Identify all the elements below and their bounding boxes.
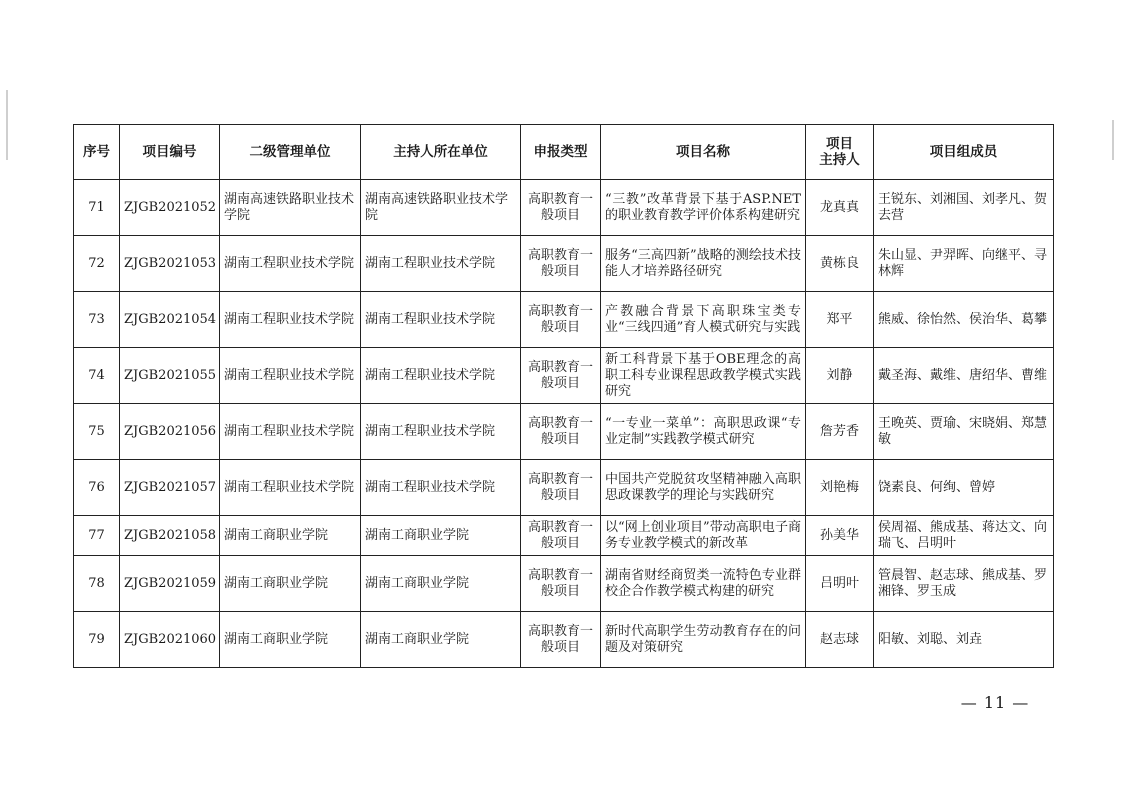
cell-host-unit: 湖南工程职业技术学院 (361, 404, 521, 460)
cell-index: 78 (74, 556, 120, 612)
cell-host-unit: 湖南工商职业学院 (361, 612, 521, 668)
cell-project-leader: 孙美华 (806, 516, 874, 556)
cell-application-type: 高职教育一般项目 (521, 236, 601, 292)
cell-project-leader: 刘静 (806, 348, 874, 404)
cell-host-unit: 湖南工程职业技术学院 (361, 348, 521, 404)
cell-project-name: 新时代高职学生劳动教育存在的问题及对策研究 (601, 612, 806, 668)
table-body (74, 180, 1054, 668)
cell-project-code: ZJGB2021056 (120, 404, 220, 460)
cell-management-unit: 湖南工商职业学院 (220, 516, 361, 556)
table-row (74, 460, 1054, 516)
table-row (74, 612, 1054, 668)
page-number: — 11 — (960, 693, 1030, 712)
cell-host-unit: 湖南工商职业学院 (361, 556, 521, 612)
cell-project-code: ZJGB2021055 (120, 348, 220, 404)
cell-host-unit: 湖南工程职业技术学院 (361, 460, 521, 516)
left-binding-mark (6, 90, 8, 160)
right-binding-mark (1112, 120, 1114, 160)
cell-index: 72 (74, 236, 120, 292)
table-row (74, 292, 1054, 348)
cell-management-unit: 湖南工程职业技术学院 (220, 236, 361, 292)
cell-index: 74 (74, 348, 120, 404)
cell-project-code: ZJGB2021052 (120, 180, 220, 236)
cell-management-unit: 湖南高速铁路职业技术学院 (220, 180, 361, 236)
cell-project-members: 阳敏、刘聪、刘垚 (874, 612, 1054, 668)
cell-management-unit: 湖南工程职业技术学院 (220, 404, 361, 460)
cell-project-code: ZJGB2021053 (120, 236, 220, 292)
cell-project-name: 中国共产党脱贫攻坚精神融入高职思政课教学的理论与实践研究 (601, 460, 806, 516)
header-host-unit: 主持人所在单位 (361, 125, 521, 180)
cell-project-code: ZJGB2021060 (120, 612, 220, 668)
cell-project-members: 王晚英、贾瑜、宋晓娟、郑慧敏 (874, 404, 1054, 460)
table-row (74, 404, 1054, 460)
cell-application-type: 高职教育一般项目 (521, 348, 601, 404)
cell-management-unit: 湖南工程职业技术学院 (220, 460, 361, 516)
cell-project-leader: 郑平 (806, 292, 874, 348)
cell-management-unit: 湖南工程职业技术学院 (220, 292, 361, 348)
cell-management-unit: 湖南工程职业技术学院 (220, 348, 361, 404)
cell-host-unit: 湖南工程职业技术学院 (361, 292, 521, 348)
table-row (74, 556, 1054, 612)
cell-project-name: “三教”改革背景下基于ASP.NET的职业教育教学评价体系构建研究 (601, 180, 806, 236)
table-row (74, 180, 1054, 236)
cell-project-members: 王锐东、刘湘国、刘孝凡、贺去营 (874, 180, 1054, 236)
cell-project-leader: 吕明叶 (806, 556, 874, 612)
cell-index: 77 (74, 516, 120, 556)
cell-application-type: 高职教育一般项目 (521, 460, 601, 516)
cell-project-leader: 黄栋良 (806, 236, 874, 292)
cell-project-code: ZJGB2021054 (120, 292, 220, 348)
cell-project-members: 饶素良、何绚、曾婷 (874, 460, 1054, 516)
cell-application-type: 高职教育一般项目 (521, 404, 601, 460)
header-project-leader: 项目 主持人 (806, 125, 874, 180)
cell-index: 75 (74, 404, 120, 460)
cell-host-unit: 湖南高速铁路职业技术学院 (361, 180, 521, 236)
cell-management-unit: 湖南工商职业学院 (220, 612, 361, 668)
cell-host-unit: 湖南工程职业技术学院 (361, 236, 521, 292)
cell-project-name: 产教融合背景下高职珠宝类专业“三线四通”育人模式研究与实践 (601, 292, 806, 348)
project-table (73, 124, 1054, 668)
table-row (74, 348, 1054, 404)
cell-project-name: 新工科背景下基于OBE理念的高职工科专业课程思政教学模式实践研究 (601, 348, 806, 404)
cell-application-type: 高职教育一般项目 (521, 612, 601, 668)
cell-project-name: “一专业一菜单”：高职思政课“专业定制”实践教学模式研究 (601, 404, 806, 460)
header-project-code: 项目编号 (120, 125, 220, 180)
cell-index: 73 (74, 292, 120, 348)
cell-index: 71 (74, 180, 120, 236)
cell-application-type: 高职教育一般项目 (521, 180, 601, 236)
cell-project-leader: 詹芳香 (806, 404, 874, 460)
cell-project-members: 戴圣海、戴维、唐绍华、曹维 (874, 348, 1054, 404)
header-project-members: 项目组成员 (874, 125, 1054, 180)
table-row (74, 236, 1054, 292)
cell-project-members: 侯周福、熊成基、蒋达文、向瑞飞、吕明叶 (874, 516, 1054, 556)
cell-project-code: ZJGB2021057 (120, 460, 220, 516)
cell-host-unit: 湖南工商职业学院 (361, 516, 521, 556)
cell-project-code: ZJGB2021059 (120, 556, 220, 612)
cell-project-code: ZJGB2021058 (120, 516, 220, 556)
cell-application-type: 高职教育一般项目 (521, 516, 601, 556)
cell-index: 79 (74, 612, 120, 668)
cell-project-leader: 龙真真 (806, 180, 874, 236)
header-management-unit: 二级管理单位 (220, 125, 361, 180)
cell-application-type: 高职教育一般项目 (521, 292, 601, 348)
table-row (74, 516, 1054, 556)
cell-application-type: 高职教育一般项目 (521, 556, 601, 612)
cell-project-name: 湖南省财经商贸类一流特色专业群校企合作教学模式构建的研究 (601, 556, 806, 612)
cell-project-members: 管晨智、赵志球、熊成基、罗湘锋、罗玉成 (874, 556, 1054, 612)
cell-project-members: 熊威、徐怡然、侯治华、葛攀 (874, 292, 1054, 348)
table-header-row (74, 125, 1054, 180)
header-index: 序号 (74, 125, 120, 180)
cell-management-unit: 湖南工商职业学院 (220, 556, 361, 612)
cell-index: 76 (74, 460, 120, 516)
cell-project-members: 朱山显、尹羿晖、向继平、寻林辉 (874, 236, 1054, 292)
header-project-name: 项目名称 (601, 125, 806, 180)
cell-project-name: 以“网上创业项目”带动高职电子商务专业教学模式的新改革 (601, 516, 806, 556)
cell-project-leader: 刘艳梅 (806, 460, 874, 516)
cell-project-leader: 赵志球 (806, 612, 874, 668)
cell-project-name: 服务“三高四新”战略的测绘技术技能人才培养路径研究 (601, 236, 806, 292)
header-application-type: 申报类型 (521, 125, 601, 180)
